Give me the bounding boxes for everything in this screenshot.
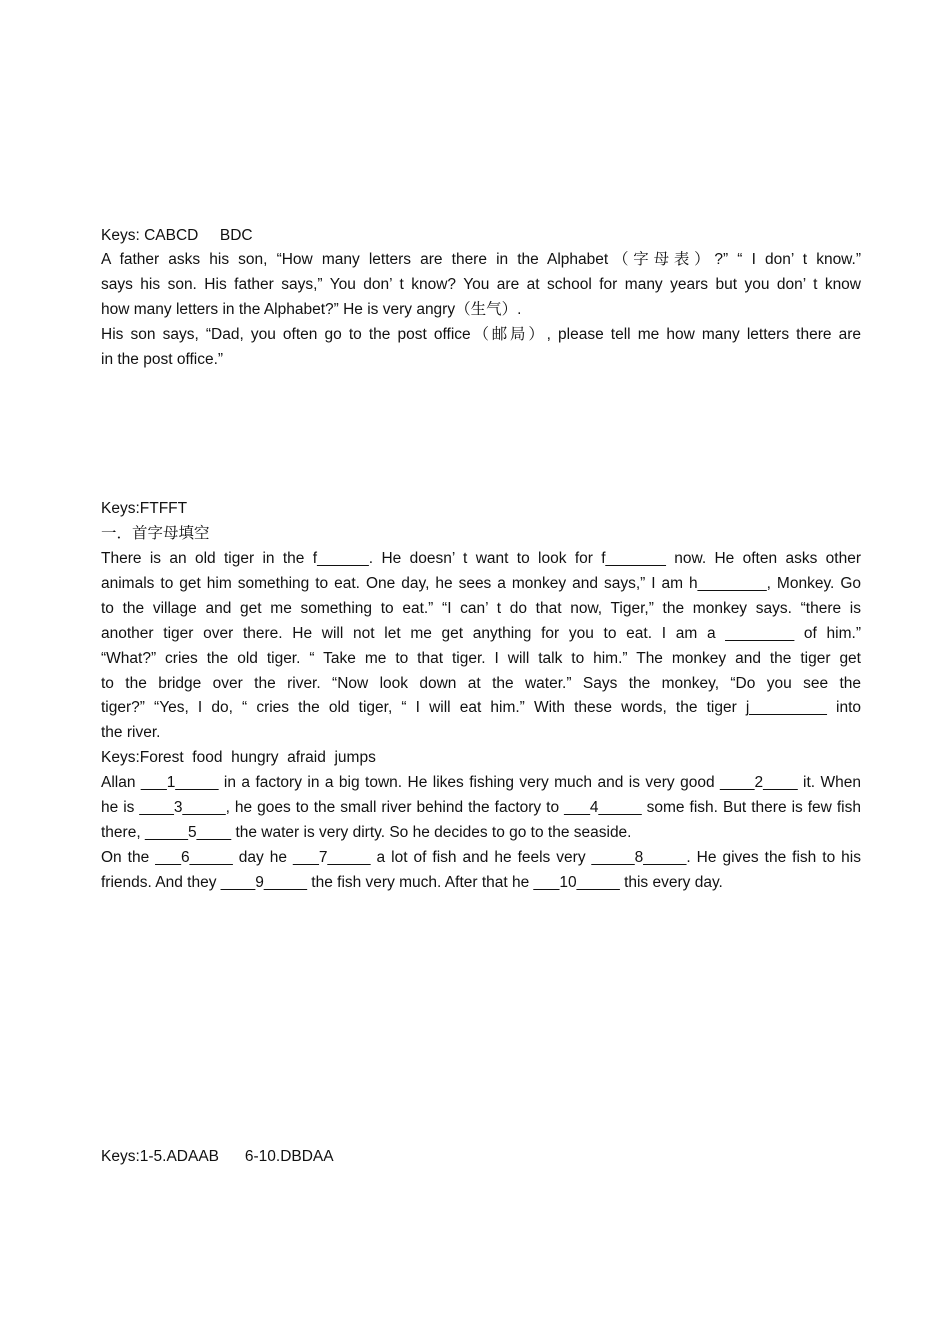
story-paragraph	[101, 547, 861, 746]
mc-question-5	[101, 995, 861, 1020]
mc-question-6	[101, 149, 861, 174]
story-line: the river.	[101, 724, 161, 742]
section-title: 一．首字母填空	[101, 525, 210, 543]
tf-question-2	[101, 398, 861, 423]
story-line: says his son. His father says,” You don’ t know? You are at school for many years but you don’ t know	[101, 276, 861, 294]
story-line: another tiger over there. He will not let me get anything for you to eat. I am a ________ of him.”	[101, 624, 861, 642]
mc-question-8	[101, 1070, 861, 1095]
story-line: there, _____5____ the water is very dirty. So he decides to go to the seaside.	[101, 823, 632, 841]
story-line: he is ____3_____, he goes to the small river behind the factory to ___4_____ some fish. But there is few fish	[101, 799, 861, 817]
mc-question-3	[101, 945, 861, 970]
mc-question-9	[101, 1095, 861, 1120]
story-line: There is an old tiger in the f______. He doesn’ t want to look for f_______ now. He often asks other	[101, 550, 861, 568]
mc-question-4	[101, 970, 861, 995]
mc-question-6	[101, 1020, 861, 1045]
mc-question-1	[101, 896, 861, 921]
story-line: in the post office.”	[101, 351, 224, 369]
story-line: tiger?” “Yes, I do, “ cries the old tiger, “ I will eat him.” With these words, the tiger j_________ into	[101, 699, 861, 717]
story-paragraph	[101, 248, 861, 372]
answer-keys: Keys:FTFFT	[101, 500, 188, 518]
document-content	[101, 124, 861, 1169]
mc-question-7	[101, 174, 861, 199]
story-line: A father asks his son, “How many letters are there in the Alphabet（字母表）?” “ I don’ t know.”	[101, 251, 861, 269]
tf-question-3	[101, 423, 861, 448]
story-line: Allan ___1_____ in a factory in a big town. He likes fishing very much and is very good ____2____ it. When	[101, 774, 861, 792]
story-line: On the ___6_____ day he ___7_____ a lot of fish and he feels very _____8_____. He gives the fish to his	[101, 848, 861, 866]
story-line: “What?” cries the old tiger. “ Take me to that tiger. I will talk to him.” The monkey and the tiger get	[101, 649, 861, 667]
story-line: friends. And they ____9_____ the fish very much. After that he ___10_____ this every day.	[101, 873, 723, 891]
story-line: animals to get him something to eat. One day, he sees a monkey and says,” I am h________, Monkey. Go	[101, 575, 861, 593]
story-line: how many letters in the Alphabet?” He is very angry（生气）.	[101, 301, 522, 319]
mc-question-7	[101, 1045, 861, 1070]
tf-question-1	[101, 373, 861, 398]
mc-question-5	[101, 124, 861, 149]
story-line: to the village and get me something to eat.” “I can’ t do that now, Tiger,” the monkey says. “there is	[101, 599, 861, 617]
answer-keys: Keys:Forest food hungry afraid jumps	[101, 749, 376, 767]
tf-question-4	[101, 448, 861, 473]
tf-question-5	[101, 472, 861, 497]
mc-question-10	[101, 1120, 861, 1145]
story-line: His son says, “Dad, you often go to the post office（邮局）, please tell me how many letters there are	[101, 326, 861, 344]
story-paragraph	[101, 771, 861, 895]
answer-keys: Keys: CABCD BDC	[101, 226, 253, 244]
answer-keys: Keys:1-5.ADAAB 6-10.DBDAA	[101, 1147, 334, 1165]
mc-question-2	[101, 921, 861, 946]
mc-question-8	[101, 199, 861, 224]
story-line: to the bridge over the river. “Now look down at the water.” Says the monkey, “Do you see the	[101, 674, 861, 692]
